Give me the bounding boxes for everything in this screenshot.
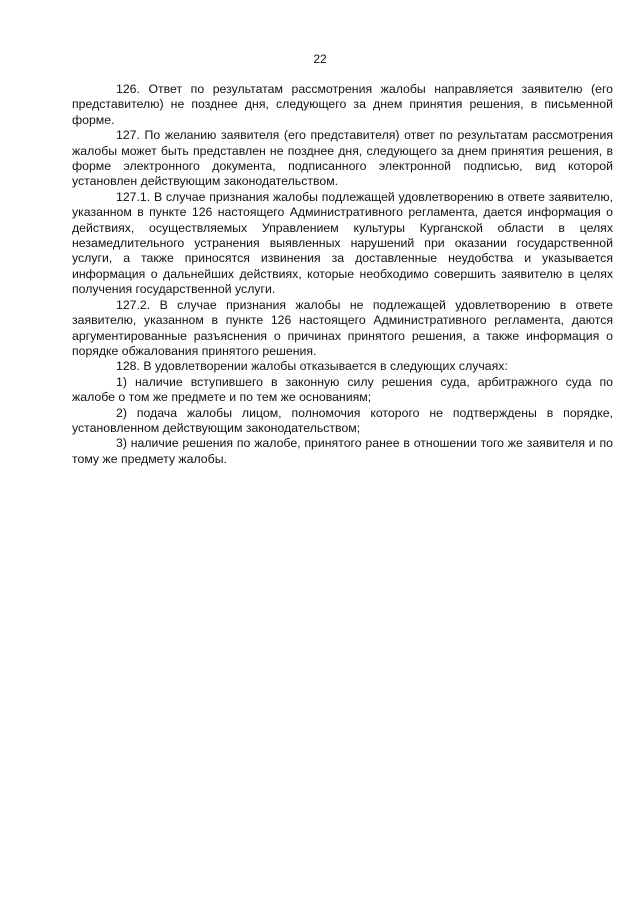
document-body (72, 82, 613, 467)
paragraph-127: 127. По желанию заявителя (его представителя) ответ по результатам рассмотрения жалобы может быть представлен не позднее дня, следующего за днем принятия решения, в форме электронного документа, подписанного электронной подписью, вид которой установлен действующим законодательством. (72, 128, 613, 189)
list-item-1: 1) наличие вступившего в законную силу решения суда, арбитражного суда по жалобе о том же предмете и по тем же основаниям; (72, 374, 613, 405)
list-item-2: 2) подача жалобы лицом, полномочия которого не подтверждены в порядке, установленном действующим законодательством; (72, 405, 613, 435)
page-number: 22 (313, 52, 327, 66)
paragraph-126: 126. Ответ по результатам рассмотрения жалобы направляется заявителю (его представителю) не позднее дня, следующего за днем принятия решения, в письменной форме. (72, 82, 613, 127)
paragraph-128: 128. В удовлетворении жалобы отказывается в следующих случаях: (116, 359, 508, 374)
paragraph-127-1: 127.1. В случае признания жалобы подлежащей удовлетворению в ответе заявителю, указанном в пункте 126 настоящего Административного регламента, дается информация о действиях, осуществляемых Управлением культуры Курганской области в целях незамедлительного устранения выявленных нарушений при оказании государственной услуги, а также приносятся извинения за доставленные неудобства и указывается информация о дальнейших действиях, которые необходимо совершить заявителю в целях получения государственной услуги. (72, 189, 613, 297)
list-item-3: 3) наличие решения по жалобе, принятого ранее в отношении того же заявителя и по тому же предмету жалобы. (72, 436, 613, 466)
paragraph-127-2: 127.2. В случае признания жалобы не подлежащей удовлетворению в ответе заявителю, указанном в пункте 126 настоящего Административного регламента, даются аргументированные разъяснения о причинах принятого решения, а также информация о порядке обжалования принятого решения. (72, 297, 613, 358)
